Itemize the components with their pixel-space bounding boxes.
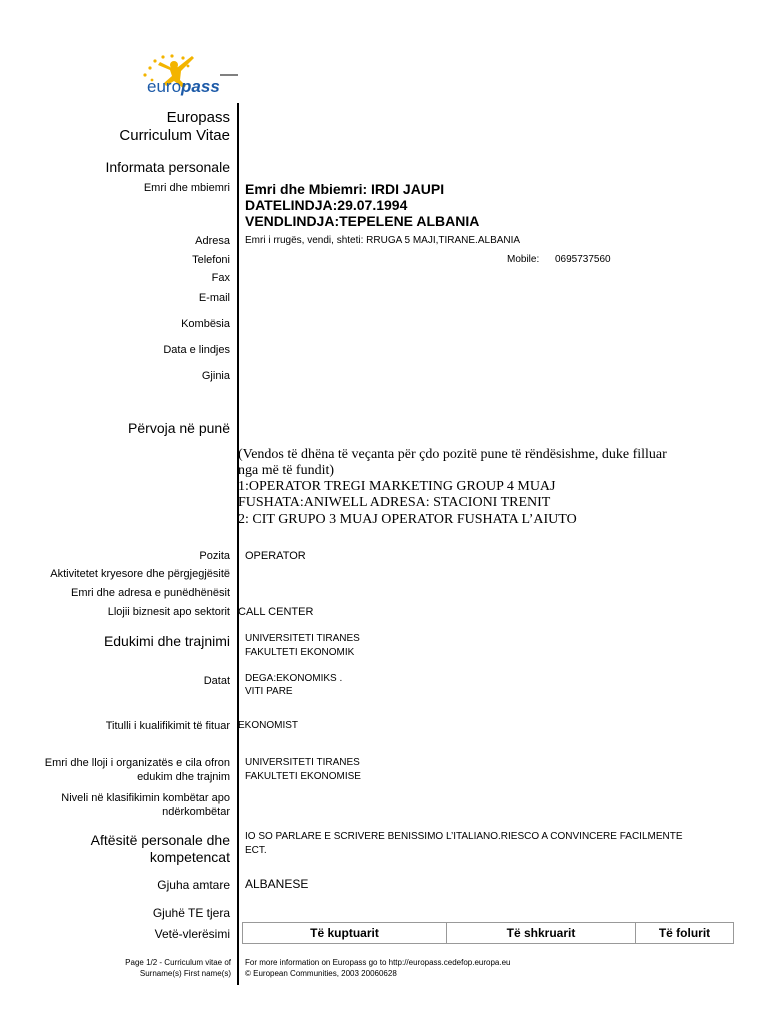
skills-text-cont: ECT. [245,845,267,856]
footer-page-info: Page 1/2 - Curriculum vitae of [125,958,231,967]
address-value: Emri i rrugës, vendi, shteti: RRUGA 5 MAJI,TIRANE.ALBANIA [245,235,521,246]
birthplace-value: VENDLINDJA:TEPELENE ALBANIA [245,213,480,229]
dates-value: DEGA:EKONOMIKS . [245,673,343,684]
experience-note: (Vendos të dhëna të veçanta për çdo pozitë pune të rëndësishme, duke filluar [238,447,667,462]
self-assessment-label: Vetë-vlerësimi [154,927,230,941]
organisation-label-cont: edukim dhe trajnim [137,771,230,783]
name-value: Emri dhe Mbiemri: IRDI JAUPI [245,181,445,197]
experience-note-cont: nga më të fundit) [238,463,335,478]
employer-label: Emri dhe adresa e punëdhënësit [71,587,230,599]
organisation-value: UNIVERSITETI TIRANES [245,757,360,768]
footer-europass-link[interactable]: For more information on Europass go to http://europass.cedefop.europa.eu [245,958,511,967]
level-label-cont: ndërkombëtar [162,806,230,818]
sector-value: CALL CENTER [238,606,314,618]
table-header-row [243,923,734,944]
phone-label: Telefoni [192,254,230,266]
birthdate-label: Data e lindjes [163,344,230,356]
footer-right [245,957,511,979]
qualification-value: EKONOMIST [238,720,299,731]
education-faculty: FAKULTETI EKONOMIK [245,647,355,658]
address-label: Adresa [195,235,230,247]
fax-label: Fax [211,272,230,284]
mother-tongue-label: Gjuha amtare [157,878,230,892]
experience-item-2: 2: CIT GRUPO 3 MUAJ OPERATOR FUSHATA L’AIUTO [238,512,577,527]
mobile-label: Mobile: [507,254,540,265]
email-label: E-mail [198,292,230,304]
other-languages-label: Gjuhë TE tjera [152,906,230,920]
organisation-label: Emri dhe lloji i organizatës e cila ofron [44,757,230,769]
cv-title-line1: Europass [166,109,230,126]
mobile-value: 0695737560 [555,254,611,265]
footer-copyright: © European Communities, 2003 20060628 [245,969,397,978]
section-skills-cont: kompetencat [149,849,230,865]
footer-left [125,957,231,979]
sector-label: Llojii biznesit apo sektorit [107,606,230,618]
skills-text: IO SO PARLARE E SCRIVERE BENISSIMO L’ITALIANO.RIESCO A CONVINCERE FACILMENTE [245,831,683,842]
birthdate-value: DATELINDJA:29.07.1994 [245,197,408,213]
cv-title-line2: Curriculum Vitae [119,127,230,144]
level-label: Niveli në klasifikimin kombëtar apo [61,792,230,804]
section-education: Edukimi dhe trajnimi [103,633,230,649]
position-value: OPERATOR [245,550,306,562]
mother-tongue-value: ALBANESE [245,877,309,891]
col-understanding: Të kuptuarit [243,923,447,944]
experience-item-1-detail: FUSHATA:ANIWELL ADRESA: STACIONI TRENIT [238,495,551,510]
activities-label: Aktivitetet kryesore dhe përgjegjësitë [50,568,230,580]
gender-label: Gjinia [201,370,230,382]
section-work-experience: Përvoja në punë [128,420,230,436]
position-label: Pozita [199,550,230,562]
dates-value-2: VITI PARE [245,686,293,697]
nationality-label: Kombësia [181,318,230,330]
section-skills: Aftësitë personale dhe [90,832,230,848]
col-speaking: Të folurit [636,923,734,944]
language-assessment-table [242,922,734,944]
logo-text-pass: pass [181,77,220,96]
organisation-value-cont: FAKULTETI EKONOMISE [245,771,361,782]
name-label: Emri dhe mbiemri [143,182,230,194]
dates-label: Datat [203,675,230,687]
footer-name: Surname(s) First name(s) [139,969,231,978]
logo-text-euro: euro [147,77,182,96]
experience-item-1: 1:OPERATOR TREGI MARKETING GROUP 4 MUAJ [238,479,556,494]
section-personal-info: Informata personale [105,159,230,175]
europass-logo [130,48,240,100]
vertical-divider [237,103,239,985]
qualification-label: Titulli i kualifikimit të fituar [105,720,230,732]
education-institution: UNIVERSITETI TIRANES [245,633,360,644]
col-writing: Të shkruarit [447,923,636,944]
